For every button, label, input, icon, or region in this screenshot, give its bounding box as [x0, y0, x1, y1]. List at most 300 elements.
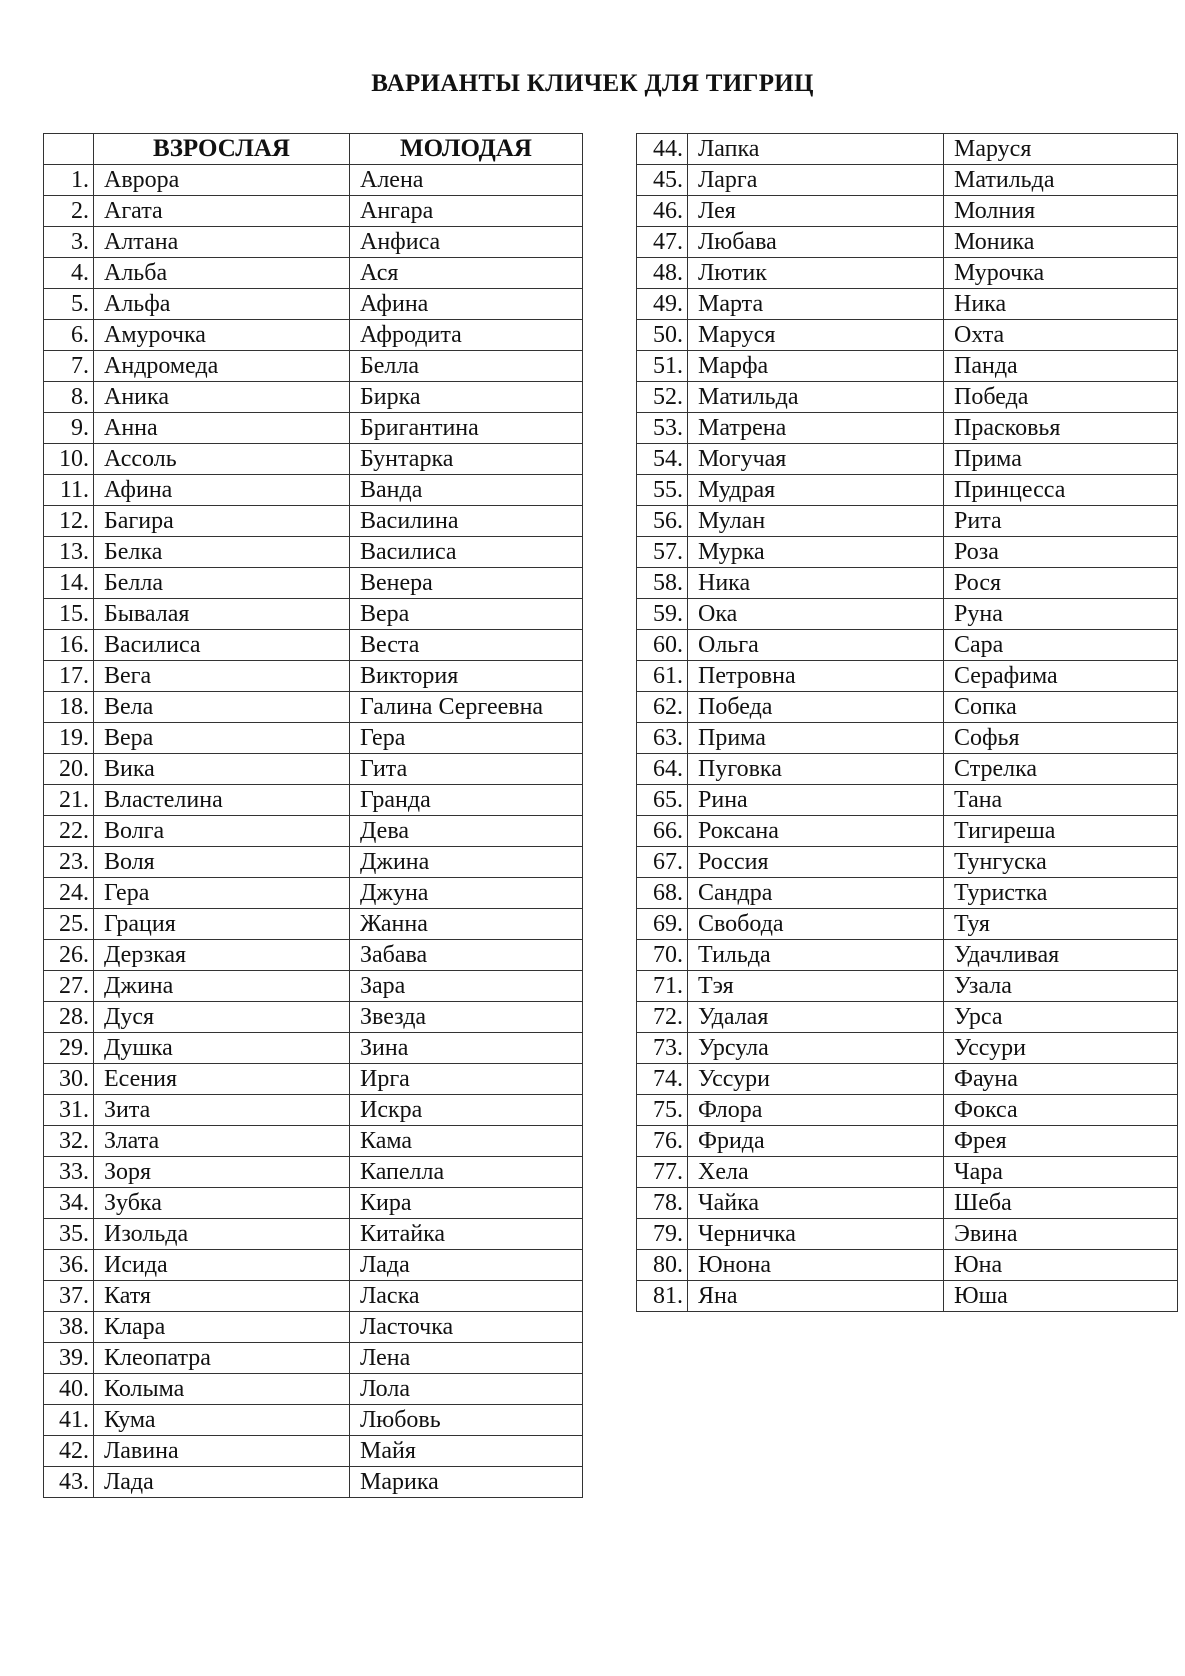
table-row — [637, 382, 1178, 413]
table-row — [44, 1157, 583, 1188]
adult-name-cell: Прима — [688, 723, 944, 754]
row-number: 55. — [637, 475, 688, 506]
young-name-cell: Ласточка — [350, 1312, 583, 1343]
adult-name-cell: Белка — [94, 537, 350, 568]
table-row — [637, 506, 1178, 537]
adult-name-cell: Вела — [94, 692, 350, 723]
row-number: 8. — [44, 382, 94, 413]
adult-name-cell: Тильда — [688, 940, 944, 971]
young-name-cell: Кама — [350, 1126, 583, 1157]
adult-name-cell: Сандра — [688, 878, 944, 909]
adult-name-cell: Урсула — [688, 1033, 944, 1064]
young-name-cell: Фауна — [944, 1064, 1178, 1095]
table-row — [44, 568, 583, 599]
adult-name-cell: Рина — [688, 785, 944, 816]
row-number: 49. — [637, 289, 688, 320]
young-name-cell: Гера — [350, 723, 583, 754]
row-number: 35. — [44, 1219, 94, 1250]
number-header — [44, 134, 94, 165]
young-name-cell: Софья — [944, 723, 1178, 754]
table-row — [44, 1002, 583, 1033]
table-row — [637, 537, 1178, 568]
row-number: 67. — [637, 847, 688, 878]
row-number: 15. — [44, 599, 94, 630]
adult-name-cell: Могучая — [688, 444, 944, 475]
row-number: 57. — [637, 537, 688, 568]
row-number: 80. — [637, 1250, 688, 1281]
names-table-left — [43, 133, 583, 1498]
young-name-cell: Уссури — [944, 1033, 1178, 1064]
row-number: 72. — [637, 1002, 688, 1033]
young-name-cell: Прима — [944, 444, 1178, 475]
row-number: 39. — [44, 1343, 94, 1374]
adult-name-cell: Ларга — [688, 165, 944, 196]
table-row — [44, 1405, 583, 1436]
adult-name-cell: Зоря — [94, 1157, 350, 1188]
young-name-cell: Моника — [944, 227, 1178, 258]
young-name-cell: Мурочка — [944, 258, 1178, 289]
adult-name-cell: Ольга — [688, 630, 944, 661]
young-name-cell: Ирга — [350, 1064, 583, 1095]
row-number: 32. — [44, 1126, 94, 1157]
young-name-cell: Тигиреша — [944, 816, 1178, 847]
row-number: 77. — [637, 1157, 688, 1188]
young-name-cell: Вера — [350, 599, 583, 630]
adult-name-cell: Удалая — [688, 1002, 944, 1033]
adult-name-cell: Тэя — [688, 971, 944, 1002]
table-row — [44, 227, 583, 258]
adult-name-cell: Черничка — [688, 1219, 944, 1250]
young-name-cell: Руна — [944, 599, 1178, 630]
table-row — [44, 878, 583, 909]
young-name-cell: Победа — [944, 382, 1178, 413]
table-row — [637, 692, 1178, 723]
row-number: 4. — [44, 258, 94, 289]
row-number: 21. — [44, 785, 94, 816]
young-name-cell: Принцесса — [944, 475, 1178, 506]
row-number: 62. — [637, 692, 688, 723]
young-name-cell: Зина — [350, 1033, 583, 1064]
adult-name-cell: Дерзкая — [94, 940, 350, 971]
row-number: 6. — [44, 320, 94, 351]
row-number: 24. — [44, 878, 94, 909]
adult-name-cell: Петровна — [688, 661, 944, 692]
young-name-cell: Алена — [350, 165, 583, 196]
table-row — [44, 1188, 583, 1219]
young-name-cell: Китайка — [350, 1219, 583, 1250]
adult-name-cell: Мудрая — [688, 475, 944, 506]
table-row — [44, 413, 583, 444]
adult-name-cell: Катя — [94, 1281, 350, 1312]
row-number: 12. — [44, 506, 94, 537]
young-name-cell: Сара — [944, 630, 1178, 661]
row-number: 23. — [44, 847, 94, 878]
adult-name-cell: Матильда — [688, 382, 944, 413]
adult-name-cell: Лея — [688, 196, 944, 227]
young-name-cell: Любовь — [350, 1405, 583, 1436]
table-row — [637, 475, 1178, 506]
table-row — [637, 940, 1178, 971]
row-number: 5. — [44, 289, 94, 320]
row-number: 20. — [44, 754, 94, 785]
young-name-cell: Белла — [350, 351, 583, 382]
adult-name-cell: Гера — [94, 878, 350, 909]
adult-name-cell: Алтана — [94, 227, 350, 258]
young-name-cell: Зара — [350, 971, 583, 1002]
adult-name-cell: Волга — [94, 816, 350, 847]
row-number: 16. — [44, 630, 94, 661]
table-row — [44, 1343, 583, 1374]
young-name-cell: Дева — [350, 816, 583, 847]
table-row — [44, 692, 583, 723]
row-number: 30. — [44, 1064, 94, 1095]
row-number: 44. — [637, 134, 688, 165]
row-number: 26. — [44, 940, 94, 971]
row-number: 74. — [637, 1064, 688, 1095]
table-row — [637, 196, 1178, 227]
table-row — [44, 165, 583, 196]
adult-column-header: ВЗРОСЛАЯ — [94, 134, 350, 165]
row-number: 73. — [637, 1033, 688, 1064]
adult-name-cell: Вика — [94, 754, 350, 785]
table-row — [44, 1064, 583, 1095]
young-name-cell: Афина — [350, 289, 583, 320]
row-number: 43. — [44, 1467, 94, 1498]
row-number: 51. — [637, 351, 688, 382]
table-row — [637, 754, 1178, 785]
young-name-cell: Молния — [944, 196, 1178, 227]
row-number: 69. — [637, 909, 688, 940]
young-name-cell: Фокса — [944, 1095, 1178, 1126]
adult-name-cell: Дуся — [94, 1002, 350, 1033]
adult-name-cell: Мулан — [688, 506, 944, 537]
young-name-cell: Рита — [944, 506, 1178, 537]
table-row — [637, 723, 1178, 754]
young-name-cell: Гита — [350, 754, 583, 785]
row-number: 34. — [44, 1188, 94, 1219]
table-row — [637, 165, 1178, 196]
table-row — [44, 289, 583, 320]
adult-name-cell: Уссури — [688, 1064, 944, 1095]
table-row — [44, 816, 583, 847]
young-name-cell: Бирка — [350, 382, 583, 413]
table-row — [44, 1250, 583, 1281]
table-row — [637, 289, 1178, 320]
row-number: 52. — [637, 382, 688, 413]
young-name-cell: Сопка — [944, 692, 1178, 723]
adult-name-cell: Лапка — [688, 134, 944, 165]
row-number: 14. — [44, 568, 94, 599]
table-row — [44, 754, 583, 785]
row-number: 48. — [637, 258, 688, 289]
adult-name-cell: Аника — [94, 382, 350, 413]
row-number: 9. — [44, 413, 94, 444]
row-number: 17. — [44, 661, 94, 692]
row-number: 66. — [637, 816, 688, 847]
row-number: 33. — [44, 1157, 94, 1188]
row-number: 38. — [44, 1312, 94, 1343]
young-name-cell: Серафима — [944, 661, 1178, 692]
adult-name-cell: Лютик — [688, 258, 944, 289]
table-row — [637, 1126, 1178, 1157]
row-number: 2. — [44, 196, 94, 227]
adult-name-cell: Белла — [94, 568, 350, 599]
row-number: 27. — [44, 971, 94, 1002]
table-row — [637, 1188, 1178, 1219]
adult-name-cell: Юнона — [688, 1250, 944, 1281]
young-name-cell: Эвина — [944, 1219, 1178, 1250]
row-number: 64. — [637, 754, 688, 785]
young-name-cell: Ника — [944, 289, 1178, 320]
young-name-cell: Венера — [350, 568, 583, 599]
young-name-cell: Удачливая — [944, 940, 1178, 971]
young-name-cell: Афродита — [350, 320, 583, 351]
table-row — [637, 1281, 1178, 1312]
page-title: ВАРИАНТЫ КЛИЧЕК ДЛЯ ТИГРИЦ — [371, 70, 814, 97]
row-number: 56. — [637, 506, 688, 537]
adult-name-cell: Вера — [94, 723, 350, 754]
table-row — [637, 1064, 1178, 1095]
adult-name-cell: Фрида — [688, 1126, 944, 1157]
adult-name-cell: Злата — [94, 1126, 350, 1157]
young-name-cell: Тунгуска — [944, 847, 1178, 878]
table-row — [637, 413, 1178, 444]
young-name-cell: Лада — [350, 1250, 583, 1281]
young-name-cell: Узала — [944, 971, 1178, 1002]
adult-name-cell: Амурочка — [94, 320, 350, 351]
row-number: 63. — [637, 723, 688, 754]
adult-name-cell: Зубка — [94, 1188, 350, 1219]
table-row — [44, 351, 583, 382]
young-name-cell: Рося — [944, 568, 1178, 599]
young-name-cell: Забава — [350, 940, 583, 971]
adult-name-cell: Бывалая — [94, 599, 350, 630]
young-name-cell: Матильда — [944, 165, 1178, 196]
table-row — [44, 1374, 583, 1405]
table-row — [637, 320, 1178, 351]
row-number: 50. — [637, 320, 688, 351]
young-name-cell: Лена — [350, 1343, 583, 1374]
row-number: 36. — [44, 1250, 94, 1281]
adult-name-cell: Василиса — [94, 630, 350, 661]
row-number: 68. — [637, 878, 688, 909]
adult-name-cell: Изольда — [94, 1219, 350, 1250]
young-name-cell: Стрелка — [944, 754, 1178, 785]
table-row — [44, 971, 583, 1002]
young-name-cell: Капелла — [350, 1157, 583, 1188]
adult-name-cell: Агата — [94, 196, 350, 227]
adult-name-cell: Есения — [94, 1064, 350, 1095]
young-name-cell: Искра — [350, 1095, 583, 1126]
table-row — [44, 196, 583, 227]
table-row — [637, 1250, 1178, 1281]
adult-name-cell: Джина — [94, 971, 350, 1002]
table-row — [637, 351, 1178, 382]
adult-name-cell: Колыма — [94, 1374, 350, 1405]
young-name-cell: Туристка — [944, 878, 1178, 909]
row-number: 31. — [44, 1095, 94, 1126]
row-number: 10. — [44, 444, 94, 475]
row-number: 25. — [44, 909, 94, 940]
table-row — [637, 971, 1178, 1002]
table-row — [44, 444, 583, 475]
row-number: 42. — [44, 1436, 94, 1467]
row-number: 41. — [44, 1405, 94, 1436]
young-name-cell: Бригантина — [350, 413, 583, 444]
adult-name-cell: Анна — [94, 413, 350, 444]
adult-name-cell: Душка — [94, 1033, 350, 1064]
table-row — [637, 785, 1178, 816]
row-number: 47. — [637, 227, 688, 258]
adult-name-cell: Клеопатра — [94, 1343, 350, 1374]
row-number: 76. — [637, 1126, 688, 1157]
adult-name-cell: Свобода — [688, 909, 944, 940]
young-name-cell: Юша — [944, 1281, 1178, 1312]
adult-name-cell: Россия — [688, 847, 944, 878]
adult-name-cell: Альфа — [94, 289, 350, 320]
table-row — [637, 816, 1178, 847]
table-row — [44, 785, 583, 816]
table-row — [44, 382, 583, 413]
young-name-cell: Майя — [350, 1436, 583, 1467]
table-row — [44, 1436, 583, 1467]
young-name-cell: Маруся — [944, 134, 1178, 165]
table-row — [637, 1219, 1178, 1250]
adult-name-cell: Хела — [688, 1157, 944, 1188]
young-name-cell: Джуна — [350, 878, 583, 909]
table-row — [637, 630, 1178, 661]
young-name-cell: Юна — [944, 1250, 1178, 1281]
young-name-cell: Чара — [944, 1157, 1178, 1188]
adult-name-cell: Любава — [688, 227, 944, 258]
table-row — [637, 661, 1178, 692]
table-row — [637, 878, 1178, 909]
adult-name-cell: Ассоль — [94, 444, 350, 475]
row-number: 70. — [637, 940, 688, 971]
adult-name-cell: Лавина — [94, 1436, 350, 1467]
adult-name-cell: Марфа — [688, 351, 944, 382]
table-row — [637, 1002, 1178, 1033]
row-number: 45. — [637, 165, 688, 196]
young-name-cell: Туя — [944, 909, 1178, 940]
young-name-cell: Анфиса — [350, 227, 583, 258]
table-row — [637, 134, 1178, 165]
young-name-cell: Виктория — [350, 661, 583, 692]
young-name-cell: Охта — [944, 320, 1178, 351]
table-row — [637, 444, 1178, 475]
adult-name-cell: Андромеда — [94, 351, 350, 382]
table-row — [44, 1126, 583, 1157]
adult-name-cell: Ника — [688, 568, 944, 599]
young-name-cell: Василина — [350, 506, 583, 537]
row-number: 53. — [637, 413, 688, 444]
adult-name-cell: Роксана — [688, 816, 944, 847]
table-row — [44, 1281, 583, 1312]
adult-name-cell: Властелина — [94, 785, 350, 816]
row-number: 59. — [637, 599, 688, 630]
row-number: 37. — [44, 1281, 94, 1312]
row-number: 65. — [637, 785, 688, 816]
adult-name-cell: Афина — [94, 475, 350, 506]
young-name-cell: Тана — [944, 785, 1178, 816]
adult-name-cell: Лада — [94, 1467, 350, 1498]
row-number: 40. — [44, 1374, 94, 1405]
adult-name-cell: Исида — [94, 1250, 350, 1281]
adult-name-cell: Клара — [94, 1312, 350, 1343]
adult-name-cell: Вега — [94, 661, 350, 692]
row-number: 46. — [637, 196, 688, 227]
young-name-cell: Галина Сергеевна — [350, 692, 583, 723]
row-number: 81. — [637, 1281, 688, 1312]
row-number: 1. — [44, 165, 94, 196]
young-name-cell: Джина — [350, 847, 583, 878]
young-name-cell: Жанна — [350, 909, 583, 940]
table-row — [44, 847, 583, 878]
young-name-cell: Веста — [350, 630, 583, 661]
table-row — [44, 475, 583, 506]
row-number: 58. — [637, 568, 688, 599]
young-name-cell: Бунтарка — [350, 444, 583, 475]
table-row — [637, 599, 1178, 630]
young-column-header: МОЛОДАЯ — [350, 134, 583, 165]
adult-name-cell: Марта — [688, 289, 944, 320]
table-row — [44, 320, 583, 351]
young-name-cell: Шеба — [944, 1188, 1178, 1219]
adult-name-cell: Мурка — [688, 537, 944, 568]
young-name-cell: Урса — [944, 1002, 1178, 1033]
row-number: 61. — [637, 661, 688, 692]
table-row — [44, 599, 583, 630]
row-number: 3. — [44, 227, 94, 258]
table-row — [44, 661, 583, 692]
row-number: 18. — [44, 692, 94, 723]
table-row — [44, 506, 583, 537]
row-number: 11. — [44, 475, 94, 506]
young-name-cell: Ласка — [350, 1281, 583, 1312]
row-number: 75. — [637, 1095, 688, 1126]
row-number: 7. — [44, 351, 94, 382]
table-row — [637, 1033, 1178, 1064]
table-row — [637, 847, 1178, 878]
young-name-cell: Ванда — [350, 475, 583, 506]
adult-name-cell: Аврора — [94, 165, 350, 196]
row-number: 78. — [637, 1188, 688, 1219]
adult-name-cell: Флора — [688, 1095, 944, 1126]
young-name-cell: Ася — [350, 258, 583, 289]
adult-name-cell: Грация — [94, 909, 350, 940]
adult-name-cell: Воля — [94, 847, 350, 878]
adult-name-cell: Багира — [94, 506, 350, 537]
names-table-right — [636, 133, 1178, 1312]
table-row — [44, 1312, 583, 1343]
table-row — [637, 227, 1178, 258]
table-header-row — [44, 134, 583, 165]
young-name-cell: Ангара — [350, 196, 583, 227]
young-name-cell: Фрея — [944, 1126, 1178, 1157]
row-number: 28. — [44, 1002, 94, 1033]
adult-name-cell: Ока — [688, 599, 944, 630]
row-number: 13. — [44, 537, 94, 568]
young-name-cell: Прасковья — [944, 413, 1178, 444]
row-number: 29. — [44, 1033, 94, 1064]
row-number: 79. — [637, 1219, 688, 1250]
table-row — [44, 1033, 583, 1064]
young-name-cell: Василиса — [350, 537, 583, 568]
table-row — [637, 1157, 1178, 1188]
row-number: 54. — [637, 444, 688, 475]
adult-name-cell: Победа — [688, 692, 944, 723]
young-name-cell: Кира — [350, 1188, 583, 1219]
